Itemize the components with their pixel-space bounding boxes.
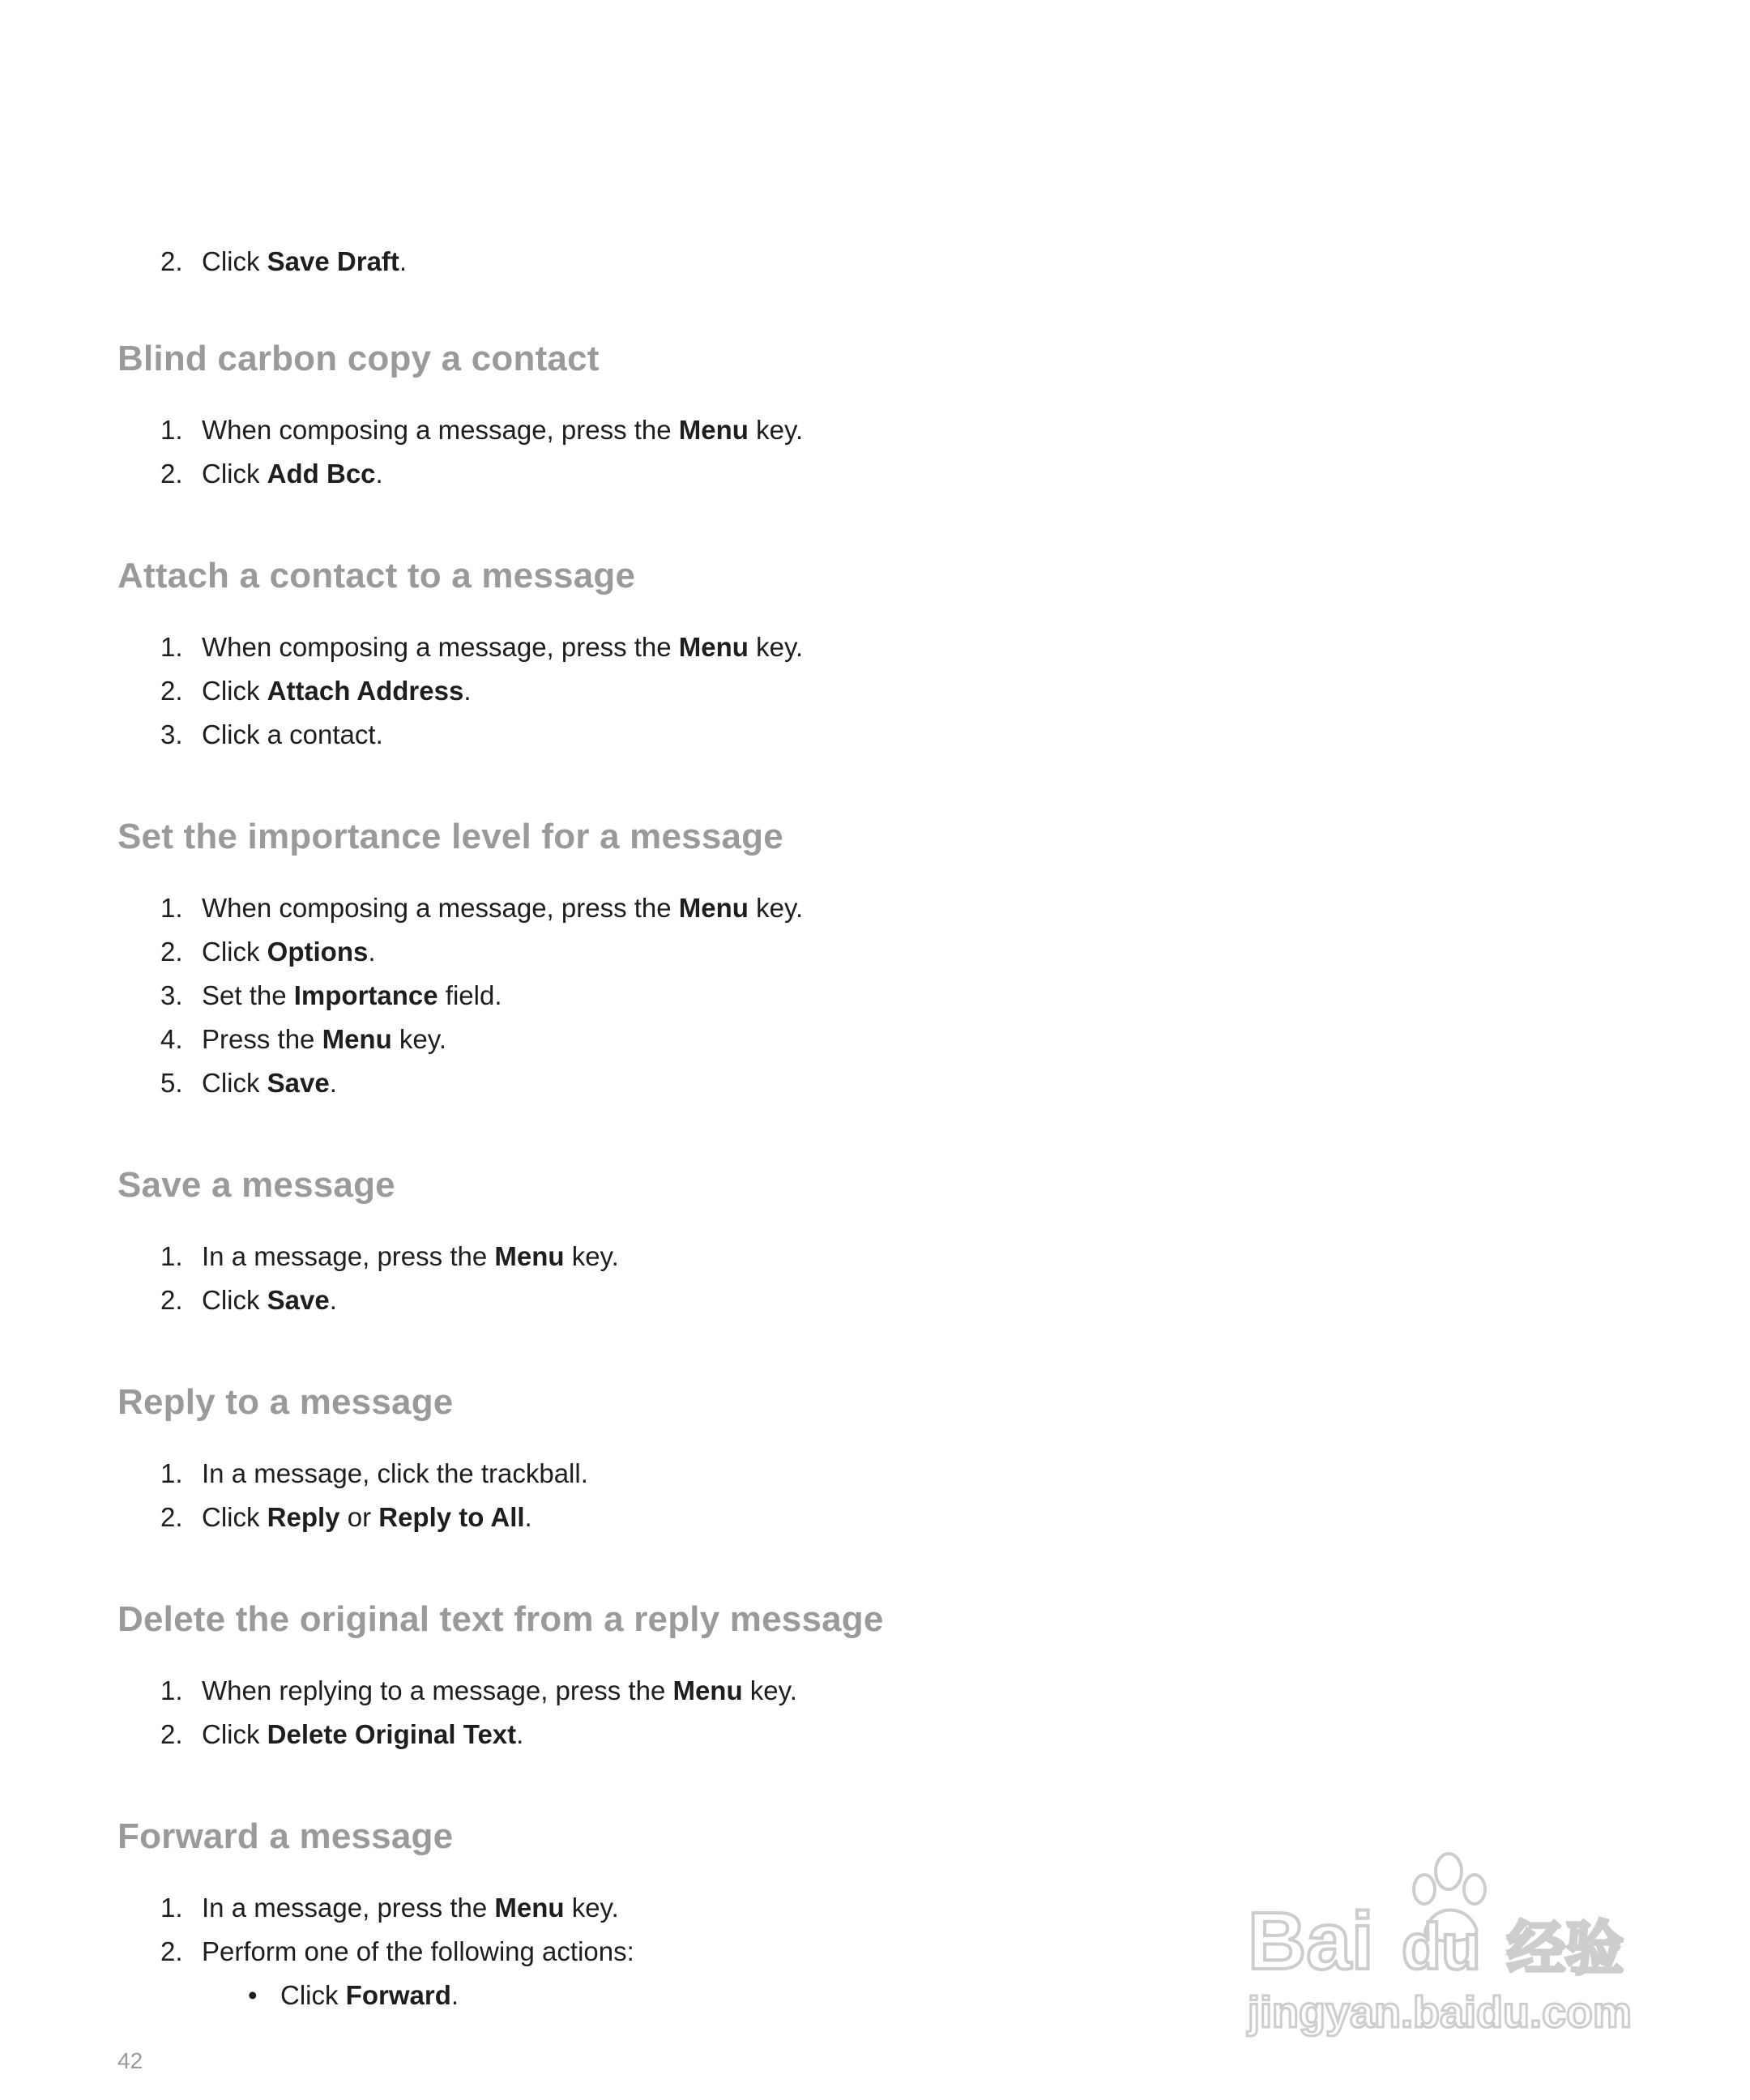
step-item bbox=[0, 1235, 1750, 1278]
sections-container bbox=[0, 324, 1750, 2063]
step-item bbox=[0, 930, 1750, 974]
section-heading: Save a message bbox=[117, 1165, 395, 1205]
section bbox=[0, 324, 1750, 496]
step-text: Click Save. bbox=[202, 1068, 337, 1098]
step-number: 1. bbox=[160, 1241, 183, 1271]
step-text: Click Reply or Reply to All. bbox=[202, 1502, 532, 1532]
section-heading: Set the importance level for a message bbox=[117, 817, 783, 856]
step-number: 1. bbox=[160, 893, 183, 923]
step-number: 4. bbox=[160, 1024, 183, 1054]
continued-step bbox=[0, 240, 1750, 284]
step-number: 2. bbox=[160, 1719, 183, 1749]
step-item bbox=[0, 1278, 1750, 1322]
step-number: 3. bbox=[160, 719, 183, 749]
section-heading: Blind carbon copy a contact bbox=[117, 339, 600, 378]
step-item bbox=[0, 669, 1750, 713]
bullet-dot-icon: • bbox=[248, 1980, 258, 2010]
step-number: 1. bbox=[160, 1893, 183, 1923]
step-item bbox=[0, 240, 1750, 284]
step-text: In a message, click the trackball. bbox=[202, 1458, 588, 1488]
svg-text:经验: 经验 bbox=[1507, 1914, 1624, 1983]
step-number: 2. bbox=[160, 1502, 183, 1532]
step-text: Press the Menu key. bbox=[202, 1024, 446, 1054]
section bbox=[0, 1150, 1750, 1322]
svg-text:Bai: Bai bbox=[1248, 1896, 1374, 1987]
step-number: 2. bbox=[160, 1936, 183, 1966]
section-heading: Forward a message bbox=[117, 1816, 454, 1856]
step-number: 2. bbox=[160, 676, 183, 706]
step-number: 2. bbox=[160, 1285, 183, 1315]
step-text: Click Save. bbox=[202, 1285, 337, 1315]
step-item bbox=[0, 1018, 1750, 1061]
step-text: In a message, press the Menu key. bbox=[202, 1893, 619, 1923]
step-item bbox=[0, 713, 1750, 757]
step-text: Click Attach Address. bbox=[202, 676, 472, 706]
step-item bbox=[0, 886, 1750, 930]
section bbox=[0, 1368, 1750, 1539]
baidu-watermark-logo bbox=[1240, 1839, 1669, 2042]
step-text: Click Add Bcc. bbox=[202, 459, 383, 489]
section bbox=[0, 541, 1750, 757]
bullet-text: Click Forward. bbox=[280, 1980, 459, 2010]
section bbox=[0, 802, 1750, 1105]
step-item bbox=[0, 1496, 1750, 1539]
svg-text:jingyan.baidu.com: jingyan.baidu.com bbox=[1248, 1988, 1633, 2037]
step-number: 2. bbox=[160, 459, 183, 489]
step-text: When composing a message, press the Menu key. bbox=[202, 893, 804, 923]
section bbox=[0, 1585, 1750, 1756]
step-item bbox=[0, 1452, 1750, 1496]
step-number: 1. bbox=[160, 632, 183, 662]
step-number: 1. bbox=[160, 415, 183, 445]
step-number: 1. bbox=[160, 1675, 183, 1705]
step-item bbox=[0, 1061, 1750, 1105]
step-text: Click Save Draft. bbox=[202, 246, 408, 276]
step-item bbox=[0, 1713, 1750, 1756]
step-text: In a message, press the Menu key. bbox=[202, 1241, 619, 1271]
svg-text:du: du bbox=[1402, 1910, 1481, 1983]
step-item bbox=[0, 1669, 1750, 1713]
step-number: 1. bbox=[160, 1458, 183, 1488]
step-item bbox=[0, 625, 1750, 669]
step-text: Click Options. bbox=[202, 937, 376, 967]
step-text: Click a contact. bbox=[202, 719, 383, 749]
step-number: 2. bbox=[160, 246, 183, 276]
section-heading: Attach a contact to a message bbox=[117, 556, 636, 595]
step-text: Set the Importance field. bbox=[202, 980, 502, 1010]
step-text: Click Delete Original Text. bbox=[202, 1719, 524, 1749]
step-text: Perform one of the following actions: bbox=[202, 1936, 634, 1966]
step-text: When composing a message, press the Menu key. bbox=[202, 632, 804, 662]
step-number: 5. bbox=[160, 1068, 183, 1098]
step-number: 3. bbox=[160, 980, 183, 1010]
step-item bbox=[0, 452, 1750, 496]
step-number: 2. bbox=[160, 937, 183, 967]
page-number: 42 bbox=[117, 2048, 143, 2073]
step-item bbox=[0, 408, 1750, 452]
step-item bbox=[0, 974, 1750, 1018]
step-text: When replying to a message, press the Menu key. bbox=[202, 1675, 797, 1705]
step-text: When composing a message, press the Menu key. bbox=[202, 415, 804, 445]
section-heading: Reply to a message bbox=[117, 1382, 454, 1422]
section-heading: Delete the original text from a reply message bbox=[117, 1599, 884, 1639]
